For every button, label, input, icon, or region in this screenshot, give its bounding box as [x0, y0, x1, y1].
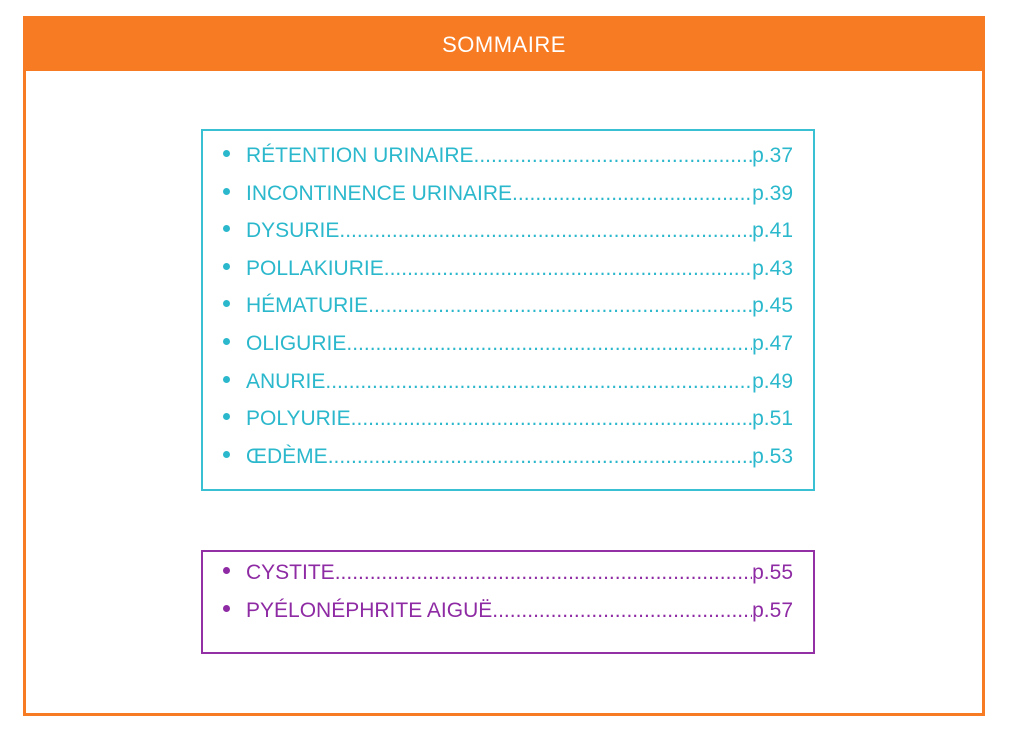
toc-entry-page: p.55 — [752, 561, 793, 584]
toc-entry-label: OLIGURIE — [246, 331, 347, 355]
toc-entry-dysurie[interactable] — [223, 219, 793, 257]
bullet-icon — [223, 567, 230, 574]
bullet-icon — [223, 263, 230, 270]
bullet-icon — [223, 150, 230, 157]
toc-entry-label: HÉMATURIE — [246, 294, 369, 318]
dot-leader — [346, 332, 752, 356]
bullet-icon — [223, 188, 230, 195]
toc-entry-label: DYSURIE — [246, 219, 340, 243]
toc-entry-polyurie[interactable] — [223, 407, 793, 445]
dot-leader — [335, 561, 752, 585]
dot-leader — [492, 599, 752, 623]
bullet-icon — [223, 451, 230, 458]
bullet-icon — [223, 300, 230, 307]
bullet-icon — [223, 338, 230, 345]
toc-entry-cystite[interactable] — [223, 561, 793, 599]
dot-leader — [384, 257, 752, 281]
toc-entry-label: INCONTINENCE URINAIRE — [246, 181, 513, 205]
toc-entry-anurie[interactable] — [223, 370, 793, 408]
toc-entry-hematurie[interactable] — [223, 294, 793, 332]
bullet-icon — [223, 225, 230, 232]
bullet-icon — [223, 413, 230, 420]
dot-leader — [474, 144, 753, 168]
dot-leader — [512, 182, 752, 206]
toc-entry-retention[interactable] — [223, 144, 793, 182]
dot-leader — [351, 407, 752, 431]
dot-leader — [339, 219, 752, 243]
dot-leader — [368, 294, 752, 318]
toc-entry-page: p.49 — [752, 369, 793, 393]
toc-entry-oedeme[interactable] — [223, 445, 793, 483]
toc-entry-label: POLLAKIURIE — [246, 256, 384, 280]
dot-leader — [328, 445, 752, 469]
toc-entry-incontinence[interactable] — [223, 182, 793, 220]
toc-entry-label: ANURIE — [246, 369, 326, 393]
toc-entry-page: p.45 — [752, 294, 793, 318]
toc-entry-page: p.53 — [752, 444, 793, 468]
symptoms-section — [201, 129, 815, 491]
toc-entry-page: p.39 — [752, 181, 793, 205]
toc-entry-page: p.37 — [752, 144, 793, 167]
summary-header — [26, 19, 982, 71]
toc-entry-pyelonephrite[interactable] — [223, 599, 793, 637]
toc-entry-label: CYSTITE — [246, 561, 335, 584]
toc-entry-page: p.43 — [752, 256, 793, 280]
toc-entry-label: PYÉLONÉPHRITE AIGUË — [246, 598, 493, 622]
toc-entry-label: ŒDÈME — [246, 444, 328, 468]
symptoms-list — [223, 144, 793, 482]
diseases-list — [223, 561, 793, 636]
toc-entry-page: p.47 — [752, 331, 793, 355]
toc-entry-pollakiurie[interactable] — [223, 257, 793, 295]
toc-entry-page: p.41 — [752, 219, 793, 243]
toc-entry-label: RÉTENTION URINAIRE — [246, 144, 474, 167]
toc-entry-page: p.51 — [752, 407, 793, 431]
bullet-icon — [223, 376, 230, 383]
bullet-icon — [223, 605, 230, 612]
toc-entry-oligurie[interactable] — [223, 332, 793, 370]
diseases-section — [201, 550, 815, 654]
toc-entry-page: p.57 — [752, 598, 793, 622]
page-title: SOMMAIRE — [442, 32, 566, 57]
dot-leader — [325, 370, 752, 394]
summary-frame — [23, 16, 985, 716]
toc-entry-label: POLYURIE — [246, 407, 351, 431]
